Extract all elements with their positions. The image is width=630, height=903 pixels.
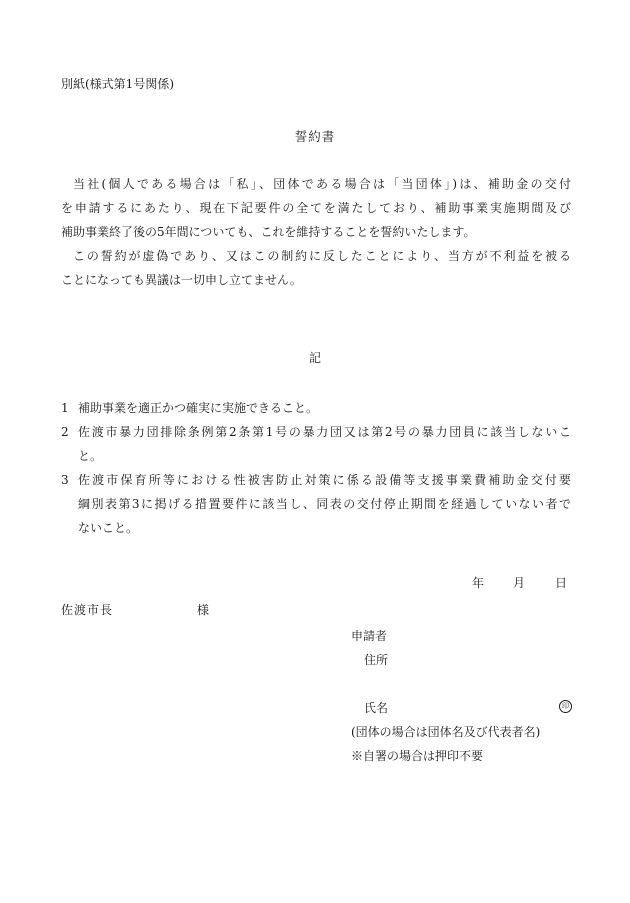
- name-label: 氏名: [364, 701, 389, 715]
- address-label: 住所: [364, 653, 389, 667]
- item-number: 1: [61, 401, 69, 415]
- addressee-name: 佐渡市長: [61, 603, 114, 617]
- item-number: 3: [61, 473, 69, 487]
- item-line: 佐渡市暴力団排除条例第2条第1号の暴力団又は第2号の暴力団員に該当しないこ: [78, 425, 571, 439]
- intro-paragraph-1: [61, 172, 571, 244]
- addressee-honorific: 様: [197, 603, 210, 617]
- date-month-label: 月: [513, 576, 526, 590]
- requirement-item: [61, 420, 571, 468]
- intro-line: ことになっても異議は一切申し立てません。: [61, 273, 302, 287]
- header-note: 別紙(様式第1号関係): [61, 77, 174, 91]
- requirement-item: [61, 468, 571, 540]
- intro-line: 当社(個人である場合は「私」、団体である場合は「当団体」)は、補助金の交付: [73, 177, 571, 191]
- item-line: ないこと。: [78, 521, 139, 535]
- date-year-label: 年: [472, 576, 485, 590]
- intro-line: 補助事業終了後の5年間についても、これを維持することを誓約いたします。: [61, 225, 476, 239]
- item-line: と。: [78, 449, 103, 463]
- group-note: (団体の場合は団体名及び代表者名): [351, 725, 541, 739]
- intro-paragraph-2: [61, 244, 571, 292]
- seal-icon: 印: [559, 700, 572, 713]
- ki-heading: 記: [308, 351, 321, 365]
- item-number: 2: [61, 425, 69, 439]
- intro-line: この誓約が虚偽であり、又はこの制約に反したことにより、当方が不利益を被る: [73, 249, 571, 263]
- requirement-item: [61, 396, 571, 420]
- signature-note: ※自署の場合は押印不要: [351, 749, 484, 763]
- item-line: 綱別表第3に掲げる措置要件に該当し、同表の交付停止期間を経過していない者で: [78, 497, 571, 511]
- intro-line: を申請するにあたり、現在下記要件の全てを満たしており、補助事業実施期間及び: [61, 201, 571, 215]
- applicant-label: 申請者: [351, 629, 388, 643]
- document-title: 誓約書: [294, 129, 336, 144]
- item-line: 佐渡市保育所等における性被害防止対策に係る設備等支援事業費補助金交付要: [78, 473, 571, 487]
- item-line: 補助事業を適正かつ確実に実施できること。: [78, 401, 319, 415]
- date-day-label: 日: [555, 576, 568, 590]
